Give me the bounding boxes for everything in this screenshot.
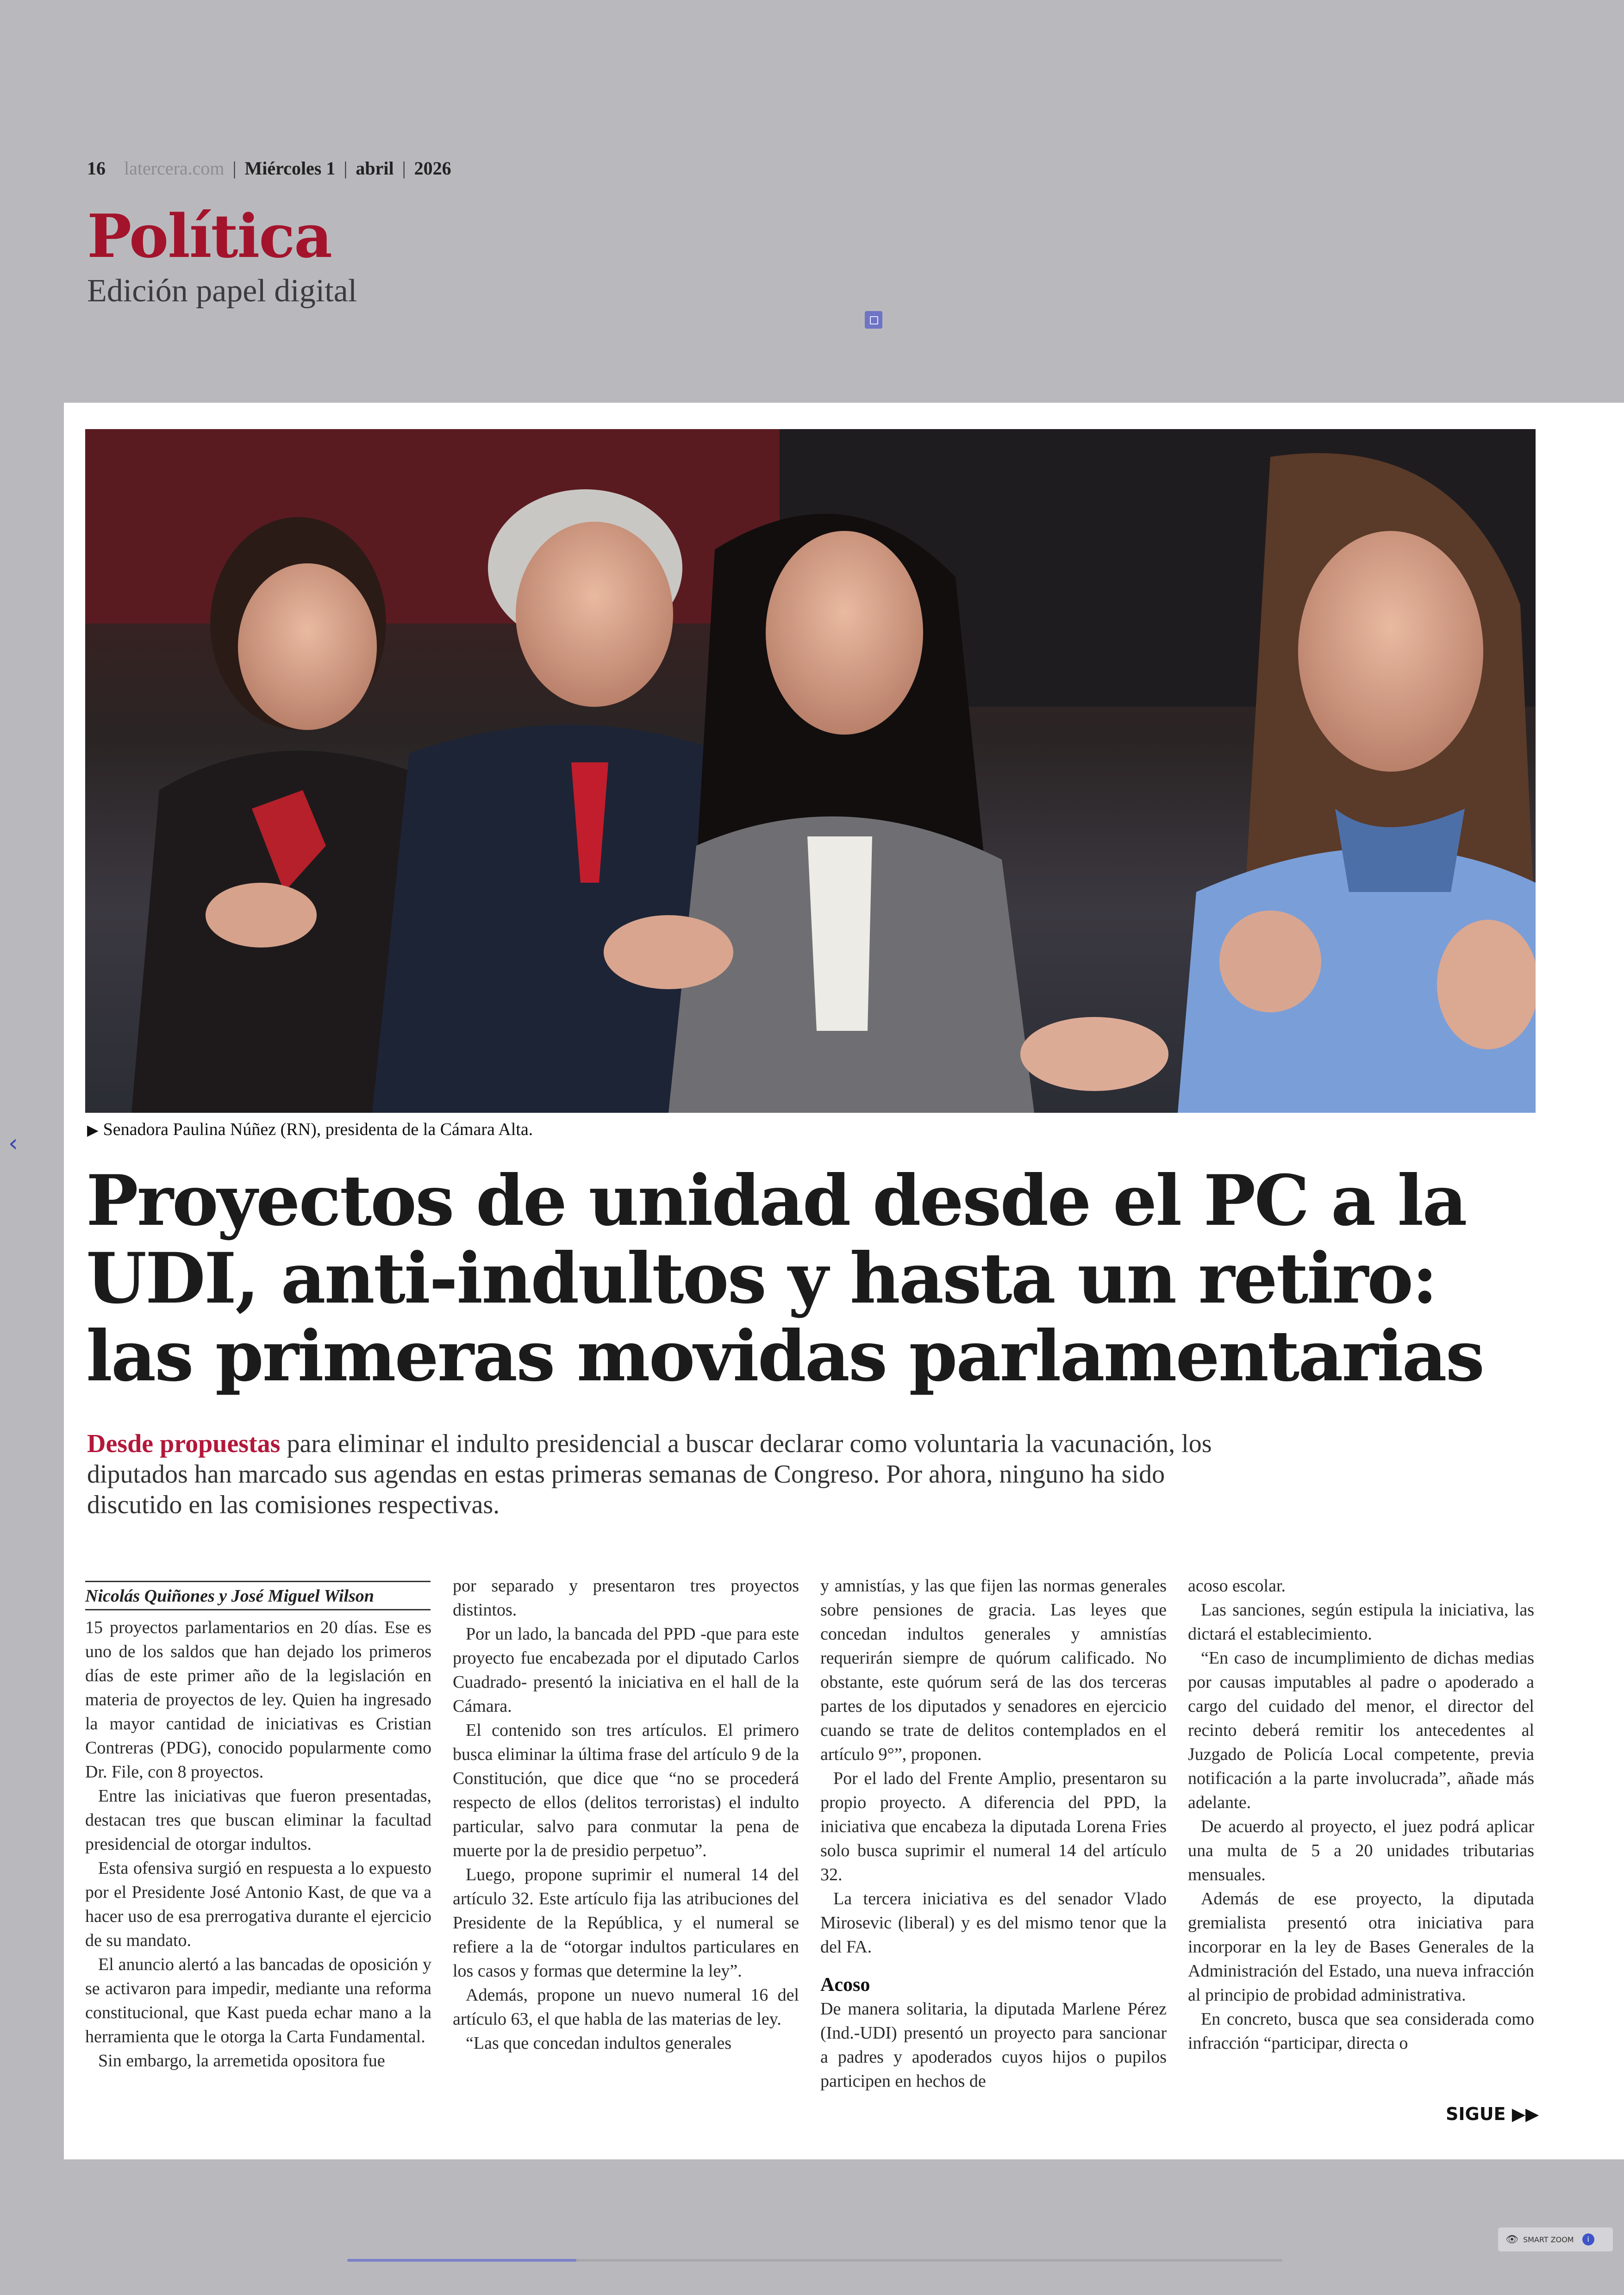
paragraph: Las sanciones, según estipula la iniciativa, las dictará el establecimiento. [1188,1600,1534,1644]
prev-page-icon[interactable]: ‹ [8,1129,18,1157]
paragraph: Por el lado del Frente Amplio, presentaron su propio proyecto. A diferencia del PPD, la iniciativa que encabeza la diputada Lorena Fries solo busca suprimir el numeral 14 del artículo 32. [820,1769,1167,1884]
paragraph: Sin embargo, la arremetida opositora fue [98,2051,385,2070]
scrollbar-thumb[interactable] [347,2259,576,2262]
paragraph: Además, propone un nuevo numeral 16 del artículo 63, el que habla de las materias de ley. [453,1985,799,2029]
paragraph: De manera solitaria, la diputada Marlene Pérez (Ind.-UDI) presentó un proyecto para sancionar a padres y apoderados cuyos hijos o pupilos participen en hechos de [820,1999,1167,2091]
paragraph: y amnistías, y las que fijen las normas generales sobre pensiones de gracia. Las leyes que concedan indultos generales y amnistías requerirán siempre de quórum calificado. No obstante, este quórum será de las dos terceras partes de los diputados y senadores en ejercicio cuando se trate de delitos contemplados en el artículo 9°”, proponen. [820,1576,1167,1764]
article-byline: Nicolás Quiñones y José Miguel Wilson [85,1581,431,1610]
edition-subtitle: Edición papel digital [87,273,357,309]
page-scrollbar[interactable] [347,2259,1282,2262]
page-number: 16 [87,158,106,179]
section-title: Política [87,202,332,271]
caption-triangle-icon: ▶ [87,1122,99,1138]
paragraph: por separado y presentaron tres proyectos distintos. [453,1576,799,1620]
article-column-2 [453,1574,799,2055]
caption-text: Senadora Paulina Núñez (RN), presidenta de la Cámara Alta. [103,1120,533,1139]
paragraph: “En caso de incumplimiento de dichas medias por causas imputables al padre o apoderado a cargo del cuidado del menor, el director del recinto deberá remitir los antecedentes al Juzgado de Policía Local competente, previa notificación a la parte involucrada”, añade más adelante. [1188,1648,1534,1812]
separator: | [344,158,348,179]
paragraph: Luego, propone suprimir el numeral 14 del artículo 32. Este artículo fija las atribuciones del Presidente de la República, y el numeral se refiere a la de “otorgar indultos particulares en los casos y formas que determine la ley”. [453,1865,799,1981]
eye-icon: 👁 [1505,2233,1518,2245]
separator: | [232,158,237,179]
paragraph: Por un lado, la bancada del PPD -que para este proyecto fue encabezada por el diputado Carlos Cuadrado- presentó la iniciativa en el hall de la Cámara. [453,1624,799,1716]
issue-year: 2026 [414,158,451,179]
separator: | [402,158,406,179]
paragraph: El contenido son tres artículos. El primero busca eliminar la última frase del artículo 9 de la Constitución, que dice que “no se procederá respecto de ellos (delitos terroristas) el indulto particular, salvo para conmutar la pena de muerte por la de presidio perpetuo”. [453,1721,799,1860]
paragraph: Además de ese proyecto, la diputada gremialista presentó otra iniciativa para incorporar en la ley de Bases Generales de la Administración del Estado, una nueva infracción al principio de probidad administrativa. [1188,1889,1534,2005]
smart-zoom-label: SMART ZOOM [1523,2235,1574,2244]
issue-month: abril [356,158,394,179]
photo-caption [87,1119,533,1140]
lead-highlight: Desde propuestas [87,1429,281,1458]
issue-meta [87,157,735,179]
continue-link[interactable]: SIGUE ▶▶ [1446,2104,1539,2124]
article-photo [85,429,1536,1113]
paragraph: Esta ofensiva surgió en respuesta a lo expuesto por el Presidente José Antonio Kast, de que va a hacer uso de esa prerrogativa durante el ejercicio de su mandato. [85,1858,431,1950]
article-column-1 [85,1615,431,2073]
lead-text: para eliminar el indulto presidencial a buscar declarar como voluntaria la vacunación, los diputados han marcado sus agendas en estas primeras semanas de Congreso. Por ahora, ninguno ha sido discutido en las comisiones respectivas. [87,1429,1212,1519]
paragraph: acoso escolar. [1188,1576,1286,1596]
paragraph: “Las que concedan indultos generales [466,2033,731,2053]
paragraph: En concreto, busca que sea considerada como infracción “participar, directa o [1188,2009,1534,2053]
page-thumbnail-icon[interactable] [865,311,882,329]
issue-day: Miércoles 1 [244,158,336,179]
paragraph: 15 proyectos parlamentarios en 20 días. Ese es uno de los saldos que han dejado los primeros días de este primer año de la legislación en materia de proyectos de ley. Quien ha ingresado la mayor cantidad de iniciativas es Cristian Contreras (PDG), conocido popularmente como Dr. File, con 8 proyectos. [85,1618,431,1782]
article-lead [87,1428,1235,1520]
paragraph: De acuerdo al proyecto, el juez podrá aplicar una multa de 5 a 20 unidades tributarias mensuales. [1188,1817,1534,1884]
page-header [87,157,735,310]
info-icon[interactable]: i [1582,2233,1594,2245]
smart-zoom-button[interactable] [1498,2227,1613,2251]
site-name: latercera.com [124,158,225,179]
article-headline: Proyectos de unidad desde el PC a la UDI, anti-indultos y hasta un retiro: las primeras movidas parlamentarias [86,1160,1484,1397]
paragraph: Entre las iniciativas que fueron presentadas, destacan tres que buscan eliminar la facultad presidencial de otorgar indultos. [85,1786,431,1854]
article-column-3 [820,1574,1167,2093]
article-column-4 [1188,1574,1534,2055]
photo-illustration [85,429,1536,1113]
paragraph: La tercera iniciativa es del senador Vlado Mirosevic (liberal) y es del mismo tenor que la del FA. [820,1889,1167,1957]
section-subhead: Acoso [820,1974,870,1996]
paragraph: El anuncio alertó a las bancadas de oposición y se activaron para impedir, mediante una reforma constitucional, que Kast pueda echar mano a la herramienta que le otorga la Carta Fundamental. [85,1955,431,2046]
newspaper-page [64,403,1624,2159]
